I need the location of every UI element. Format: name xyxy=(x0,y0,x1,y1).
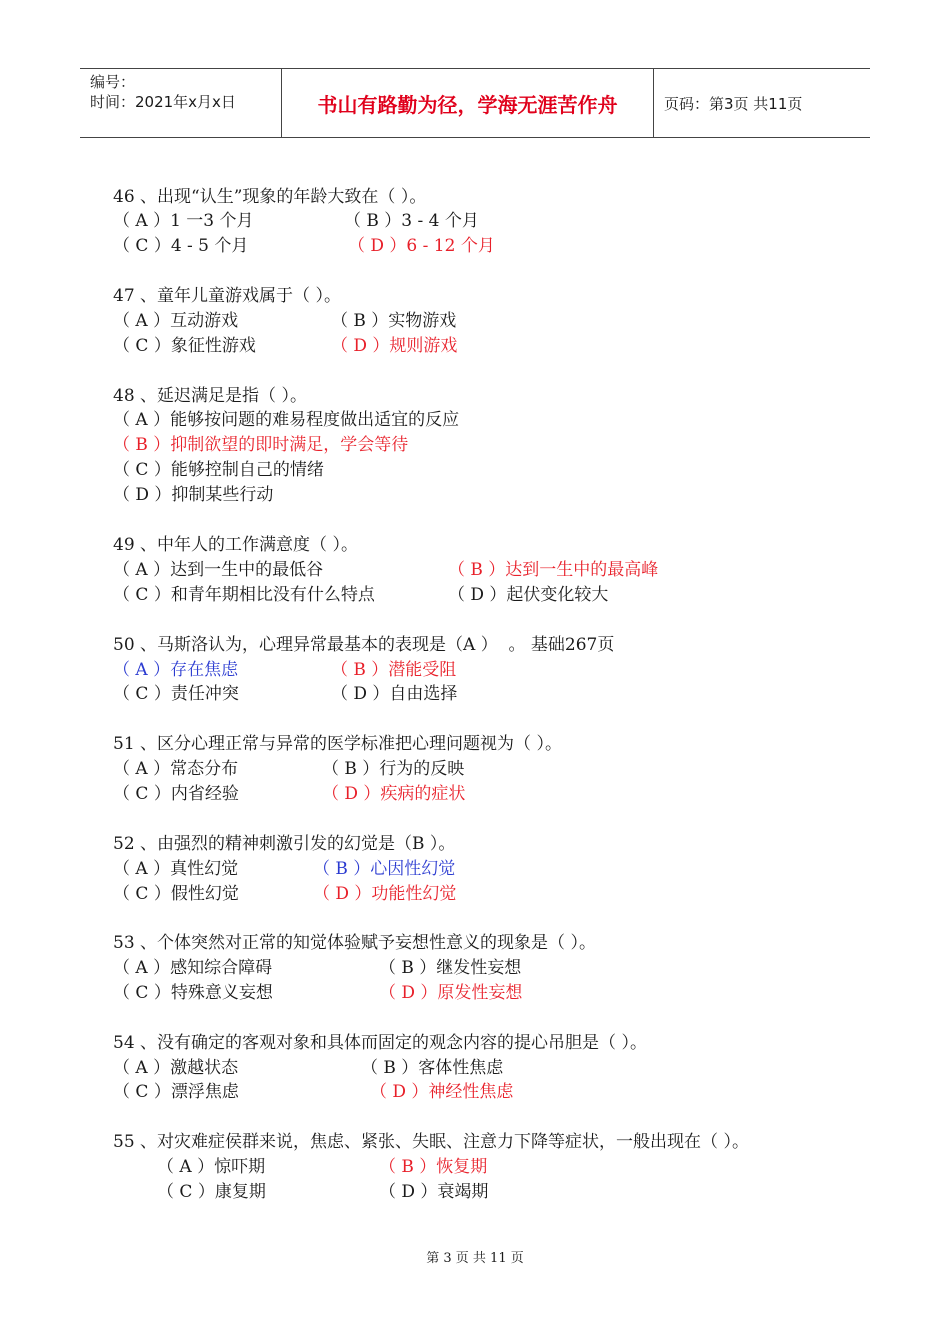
page-footer: 第 3 页 共 11 页 xyxy=(426,1251,524,1266)
question-53-option-c: （ C ）特殊意义妄想 xyxy=(113,983,273,1003)
question-46-option-c: （ C ）4 - 5 个月 xyxy=(113,236,249,256)
question-54-option-c: （ C ）漂浮焦虑 xyxy=(113,1082,239,1102)
question-51-option-a: （ A ）常态分布 xyxy=(113,759,239,779)
question-49-option-b: （ B ）达到一生中的最高峰 xyxy=(448,560,659,580)
question-49-option-d: （ D ）起伏变化较大 xyxy=(448,585,609,605)
question-52-option-d: （ D ）功能性幻觉 xyxy=(313,884,457,904)
question-51-option-d: （ D ）疾病的症状 xyxy=(322,784,466,804)
question-47-option-a: （ A ）互动游戏 xyxy=(113,311,239,331)
question-49-stem: 49 、中年人的工作满意度（ ）。 xyxy=(113,535,358,555)
question-51-stem: 51 、区分心理正常与异常的医学标准把心理问题视为（ ）。 xyxy=(113,734,562,754)
header-page-label: 页码：第3页 共11页 xyxy=(664,94,803,113)
question-50-option-d: （ D ）自由选择 xyxy=(331,684,458,704)
question-50-option-c: （ C ）责任冲突 xyxy=(113,684,239,704)
question-46-stem: 46 、出现“认生”现象的年龄大致在（ ）。 xyxy=(113,187,427,207)
question-48-option-d: （ D ）抑制某些行动 xyxy=(113,485,274,505)
question-49-option-a: （ A ）达到一生中的最低谷 xyxy=(113,560,324,580)
question-48-stem: 48 、延迟满足是指（ ）。 xyxy=(113,386,307,406)
question-55-stem: 55 、对灾难症侯群来说，焦虑、紧张、失眠、注意力下降等症状，一般出现在（ ）。 xyxy=(113,1132,749,1152)
question-55-option-d: （ D ）衰竭期 xyxy=(379,1182,489,1202)
header-meta xyxy=(80,69,282,137)
question-50-stem: 50 、马斯洛认为，心理异常最基本的表现是（A ） 。 基础267页 xyxy=(113,635,615,655)
question-48-option-b: （ B ）抑制欲望的即时满足，学会等待 xyxy=(113,435,409,455)
question-50-option-a: （ A ）存在焦虑 xyxy=(113,660,239,680)
question-55-option-c: （ C ）康复期 xyxy=(157,1182,266,1202)
question-52-option-c: （ C ）假性幻觉 xyxy=(113,884,239,904)
question-47-option-c: （ C ）象征性游戏 xyxy=(113,336,256,356)
question-53-option-d: （ D ）原发性妄想 xyxy=(379,983,523,1003)
header-motto: 书山有路勤为径，学海无涯苦作舟 xyxy=(282,69,654,137)
question-52-stem: 52 、由强烈的精神刺激引发的幻觉是（B ）。 xyxy=(113,834,456,854)
question-54-option-a: （ A ）激越状态 xyxy=(113,1058,239,1078)
question-47-option-b: （ B ）实物游戏 xyxy=(331,311,457,331)
question-46-option-d: （ D ）6 - 12 个月 xyxy=(348,236,495,256)
document-time-label: 时间：2021年x月x日 xyxy=(90,93,236,111)
question-46-option-a: （ A ）1 一3 个月 xyxy=(113,211,254,231)
question-52-option-a: （ A ）真性幻觉 xyxy=(113,859,239,879)
question-55-option-a: （ A ）惊吓期 xyxy=(157,1157,266,1177)
question-47-stem: 47 、童年儿童游戏属于（ ）。 xyxy=(113,286,341,306)
question-54-option-b: （ B ）客体性焦虑 xyxy=(361,1058,504,1078)
question-48-option-c: （ C ）能够控制自己的情绪 xyxy=(113,460,324,480)
question-46-option-b: （ B ）3 - 4 个月 xyxy=(344,211,479,231)
document-number-label: 编号： xyxy=(90,73,136,91)
question-48-option-a: （ A ）能够按问题的难易程度做出适宜的反应 xyxy=(113,410,460,430)
question-51-option-c: （ C ）内省经验 xyxy=(113,784,239,804)
question-51-option-b: （ B ）行为的反映 xyxy=(322,759,465,779)
question-54-option-d: （ D ）神经性焦虑 xyxy=(370,1082,514,1102)
page-header xyxy=(80,68,870,138)
question-53-option-a: （ A ）感知综合障碍 xyxy=(113,958,273,978)
question-53-option-b: （ B ）继发性妄想 xyxy=(379,958,522,978)
question-53-stem: 53 、个体突然对正常的知觉体验赋予妄想性意义的现象是（ ）。 xyxy=(113,933,596,953)
question-50-option-b: （ B ）潜能受阻 xyxy=(331,660,457,680)
question-54-stem: 54 、没有确定的客观对象和具体而固定的观念内容的提心吊胆是（ ）。 xyxy=(113,1033,647,1053)
question-49-option-c: （ C ）和青年期相比没有什么特点 xyxy=(113,585,375,605)
question-47-option-d: （ D ）规则游戏 xyxy=(331,336,458,356)
question-52-option-b: （ B ）心因性幻觉 xyxy=(313,859,456,879)
question-55-option-b: （ B ）恢复期 xyxy=(379,1157,488,1177)
